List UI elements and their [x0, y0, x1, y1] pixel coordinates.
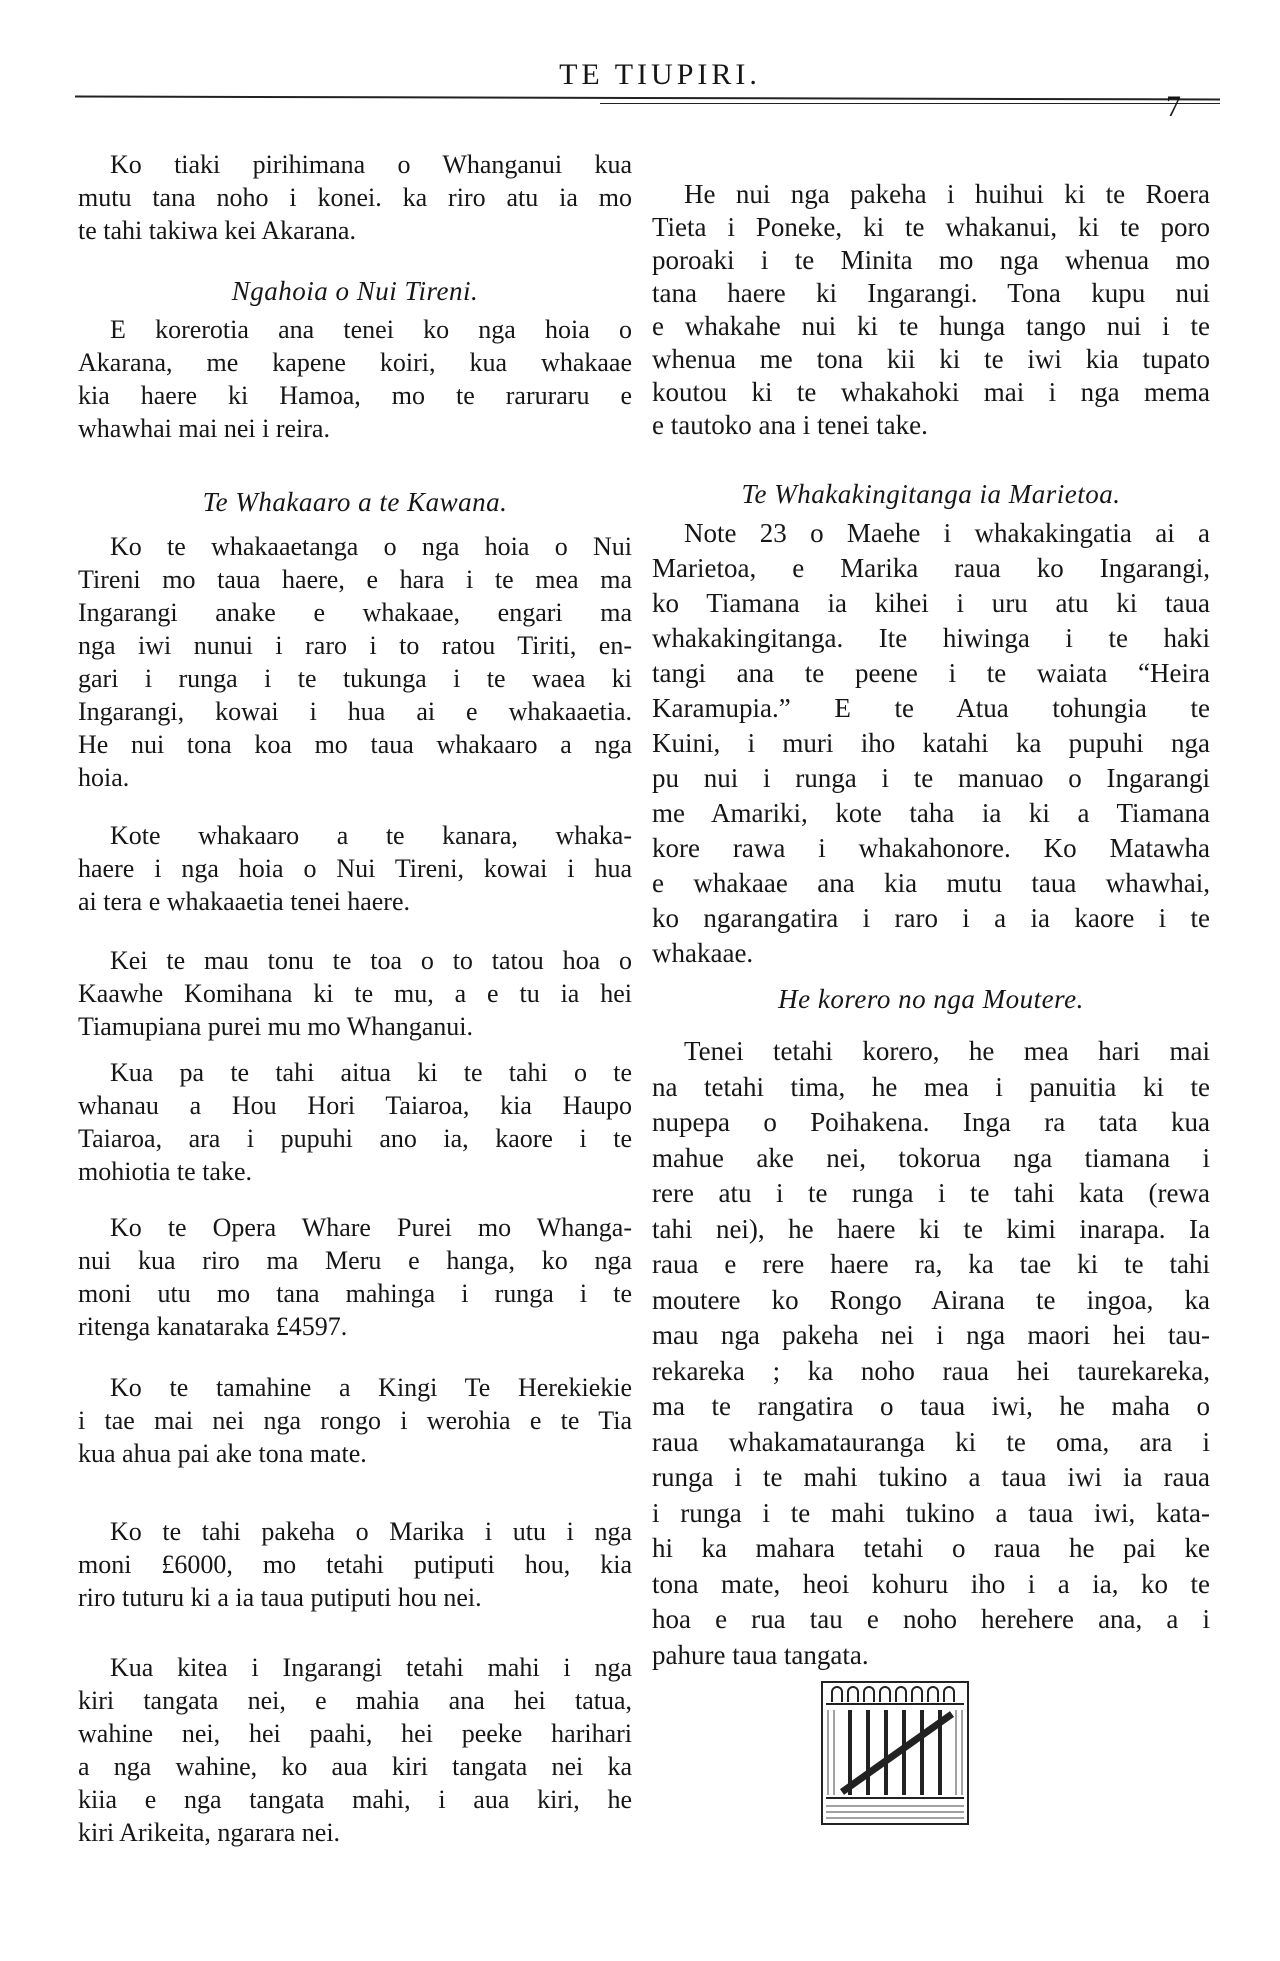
text-line: te tahi takiwa kei Akarana. — [78, 216, 356, 245]
text-line: kua ahua pai ake tona mate. — [78, 1439, 367, 1468]
text-line: Ko te tahi pakeha o Marika i utu i nga — [110, 1517, 632, 1546]
text-line: poroaki i te Minita mo nga whenua mo — [652, 245, 1210, 275]
text-line: kia haere ki Hamoa, mo te raruraru e — [78, 381, 632, 410]
text-line: Tenei tetahi korero, he mea hari mai — [684, 1036, 1210, 1066]
page-number: 7 — [1166, 90, 1181, 123]
text-line: tahi nei), he haere ki te kimi inarapa. Ia — [652, 1213, 1210, 1244]
text-line: Kuini, i muri iho katahi ka pupuhi nga — [652, 728, 1210, 758]
text-line: mahue ake nei, tokorua nga tiamana i — [652, 1142, 1210, 1173]
text-line: He nui nga pakeha i huihui ki te Roera — [684, 179, 1210, 209]
text-line: Kaawhe Komihana ki te mu, a e tu ia hei — [78, 979, 632, 1008]
text-line: moni utu mo tana mahinga i runga i te — [78, 1279, 632, 1308]
article-paragraph — [652, 1034, 1210, 1673]
article-paragraph — [78, 313, 632, 445]
text-line: ritenga kanataraka £4597. — [78, 1312, 348, 1341]
text-line: tana haere ki Ingarangi. Tona kupu nui — [652, 278, 1210, 308]
text-line: kiri Arikeita, ngarara nei. — [78, 1818, 341, 1847]
text-line: Akarana, me kapene koiri, kua whakaae — [78, 348, 632, 377]
article-paragraph — [78, 148, 632, 247]
text-line: He nui tona koa mo taua whakaaro a nga — [78, 730, 632, 759]
text-line: whenua me tona kii ki te iwi kia tupato — [652, 344, 1210, 374]
text-line: gari i runga i te tukunga i te waea ki — [78, 664, 632, 693]
article-paragraph — [652, 516, 1210, 971]
text-line: Kei te mau tonu te toa o to tatou hoa o — [110, 946, 632, 975]
text-line: moni £6000, mo tetahi putiputi hou, kia — [78, 1550, 632, 1579]
header-rule-thin — [600, 103, 1220, 104]
text-line: Ingarangi anake e whakaae, engari ma — [78, 598, 632, 627]
text-line: e tautoko ana i tenei take. — [652, 410, 928, 440]
text-line: ai tera e whakaaetia tenei haere. — [78, 887, 410, 916]
text-line: Tiamupiana purei mu mo Whanganui. — [78, 1012, 474, 1041]
text-line: Kote whakaaro a te kanara, whaka- — [110, 821, 632, 850]
text-line: mohiotia te take. — [78, 1157, 253, 1186]
text-line: rere atu i te runga i te tahi kata (rewa — [652, 1178, 1210, 1208]
text-line: e whakaae ana kia mutu taua whawhai, — [652, 868, 1210, 898]
article-paragraph — [78, 1651, 632, 1849]
text-line: Kua kitea i Ingarangi tetahi mahi i nga — [110, 1653, 632, 1682]
article-paragraph — [78, 530, 632, 794]
text-line: kore rawa i whakahonore. Ko Matawha — [652, 833, 1210, 863]
text-line: e whakahe nui ki te hunga tango nui i te — [652, 311, 1210, 341]
text-line: raua whakamatauranga ki te oma, ara i — [652, 1426, 1210, 1457]
text-line: ko Tiamana ia kihei i uru atu ki taua — [652, 588, 1210, 618]
text-line: me Amariki, kote taha ia ki a Tiamana — [652, 798, 1210, 828]
text-line: i runga i te mahi tukino a taua iwi, kata- — [652, 1497, 1210, 1528]
text-line: Karamupia.” E te Atua tohungia te — [652, 693, 1210, 723]
article-paragraph — [78, 1515, 632, 1614]
text-line: pahure taua tangata. — [652, 1639, 869, 1670]
header-rule — [75, 96, 1220, 101]
text-line: rekareka ; ka noho raua hei taurekareka, — [652, 1355, 1210, 1386]
text-line: Taiaroa, ara i pupuhi ano ia, kaore i te — [78, 1124, 632, 1153]
text-line: hoa e rua tau e noho herehere ana, a i — [652, 1604, 1210, 1634]
text-line: kiri tangata nei, e mahia ana hei tatua, — [78, 1686, 632, 1715]
text-line: raua e rere haere ra, ka tae ki te tahi — [652, 1249, 1210, 1279]
text-line: runga i te mahi tukino a taua iwi ia raua — [652, 1462, 1210, 1492]
text-line: ma te rangatira o taua iwi, he maha o — [652, 1391, 1210, 1421]
text-line: kiia e nga tangata mahi, i aua kiri, he — [78, 1785, 632, 1814]
section-heading: He korero no nga Moutere. — [778, 984, 1084, 1014]
text-line: Tieta i Poneke, ki te whakanui, ki te poro — [652, 212, 1210, 242]
text-line: a nga wahine, ko aua kiri tangata nei ka — [78, 1752, 632, 1781]
article-paragraph — [78, 944, 632, 1043]
text-line: nui kua riro ma Meru e hanga, ko nga — [78, 1246, 632, 1275]
text-line: whakaae. — [652, 938, 754, 968]
text-line: Ko te tamahine a Kingi Te Herekiekie — [110, 1373, 632, 1402]
text-line: Ko te whakaaetanga o nga hoia o Nui — [110, 532, 632, 561]
text-line: tangi ana te peene i te waiata “Heira — [652, 658, 1210, 688]
text-line: pu nui i runga i te manuao o Ingarangi — [652, 763, 1210, 793]
text-line: moutere ko Rongo Airana te ingoa, ka — [652, 1284, 1210, 1315]
section-heading: Te Whakakingitanga ia Marietoa. — [741, 479, 1121, 509]
text-line: Ko te Opera Whare Purei mo Whanga- — [110, 1213, 632, 1242]
text-line: haere i nga hoia o Nui Tireni, kowai i hua — [78, 854, 632, 883]
section-heading: Ngahoia o Nui Tireni. — [231, 276, 479, 306]
text-line: Marietoa, e Marika raua ko Ingarangi, — [652, 553, 1210, 583]
text-line: Tireni mo taua haere, e hara i te mea ma — [78, 565, 632, 594]
text-line: nupepa o Poihakena. Inga ra tata kua — [652, 1107, 1210, 1137]
text-line: i tae mai nei nga rongo i werohia e te Tia — [78, 1406, 632, 1435]
article-paragraph — [78, 1371, 632, 1470]
article-paragraph — [78, 1211, 632, 1343]
text-line: Kua pa te tahi aitua ki te tahi o te — [110, 1058, 632, 1087]
text-line: tona mate, heoi kohuru iho i a ia, ko te — [652, 1568, 1210, 1599]
text-line: mutu tana noho i konei. ka riro atu ia mo — [78, 183, 632, 212]
article-paragraph — [78, 819, 632, 918]
article-paragraph — [652, 178, 1210, 442]
article-paragraph — [78, 1056, 632, 1188]
running-head-title: TE TIUPIRI. — [559, 58, 761, 91]
text-line: koutou ki te whakahoki mai i nga mema — [652, 377, 1210, 407]
text-line: Ko tiaki pirihimana o Whanganui kua — [110, 150, 632, 179]
text-line: ko ngarangatira i raro i a ia kaore i te — [652, 903, 1210, 933]
text-line: na tetahi tima, he mea i panuitia ki te — [652, 1071, 1210, 1102]
text-line: riro tuturu ki a ia taua putiputi hou nei. — [78, 1583, 482, 1612]
text-line: hi ka mahara tetahi o raua he pai ke — [652, 1533, 1210, 1563]
text-line: wahine nei, hei paahi, hei peeke harihari — [78, 1719, 632, 1748]
text-line: nga iwi nunui i raro i to ratou Tiriti, en- — [78, 631, 632, 660]
text-line: whakakingitanga. Ite hiwinga i te haki — [652, 623, 1210, 653]
gate-illustration — [820, 1680, 970, 1826]
text-line: hoia. — [78, 763, 130, 792]
text-line: whawhai mai nei i reira. — [78, 414, 330, 443]
text-line: mau nga pakeha nei i nga maori hei tau- — [652, 1320, 1210, 1350]
text-line: Note 23 o Maehe i whakakingatia ai a — [684, 518, 1210, 548]
text-line: Ingarangi, kowai i hua ai e whakaaetia. — [78, 697, 632, 726]
text-line: whanau a Hou Hori Taiaroa, kia Haupo — [78, 1091, 632, 1120]
section-heading: Te Whakaaro a te Kawana. — [202, 487, 508, 517]
text-line: E korerotia ana tenei ko nga hoia o — [110, 315, 632, 344]
